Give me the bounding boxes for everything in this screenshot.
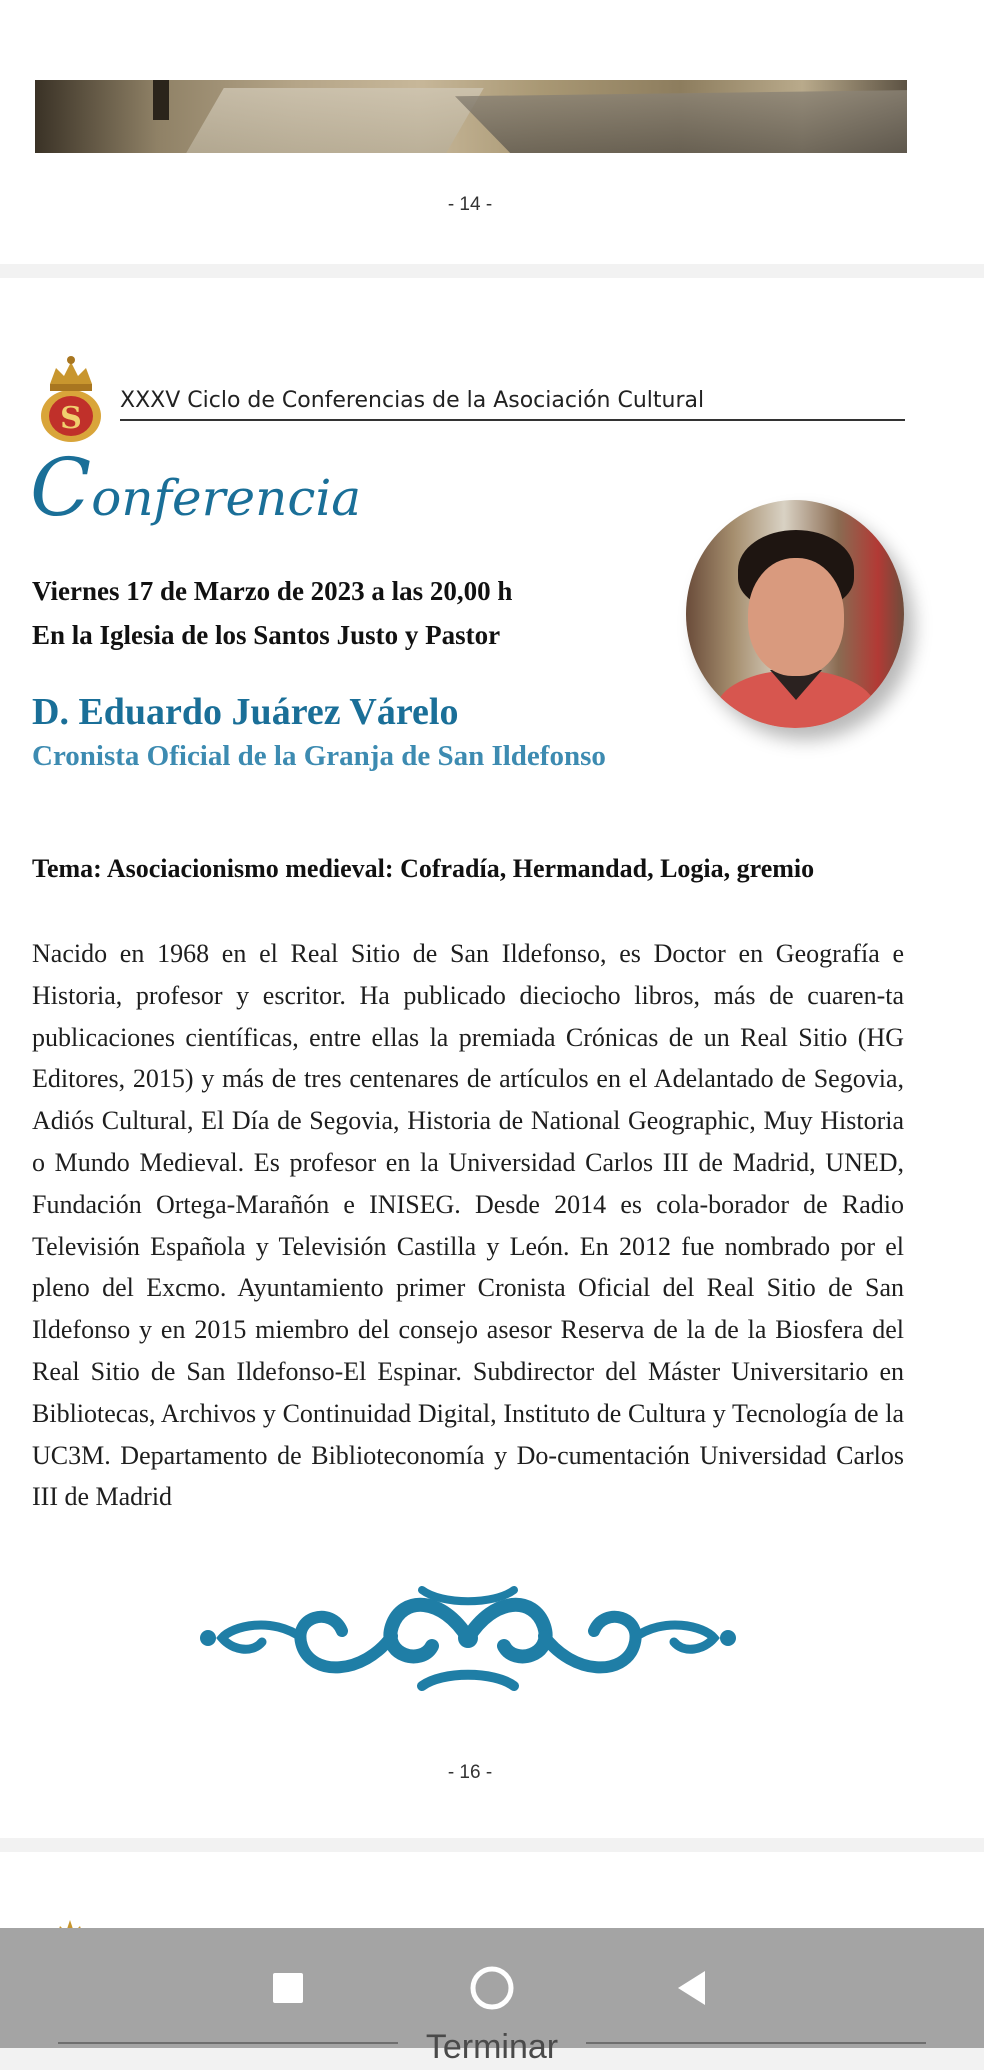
terminar-label: Terminar	[425, 2028, 559, 2066]
back-triangle-icon	[675, 1969, 709, 2007]
recent-apps-button[interactable]	[248, 1958, 328, 2018]
previous-page	[0, 0, 984, 264]
page-photo-fragment	[35, 80, 907, 153]
circle-icon	[468, 1964, 516, 2012]
document-page	[0, 278, 984, 1838]
title-initial: C	[30, 441, 92, 534]
title-rest: onferencia	[91, 469, 362, 527]
page-number: - 14 -	[447, 194, 493, 215]
page-number: - 16 -	[447, 1762, 493, 1783]
series-heading: XXXV Ciclo de Conferencias de la Asociación Cultural	[120, 388, 905, 421]
speaker-name: D. Eduardo Juárez Várelo	[32, 691, 459, 733]
association-crest-icon	[36, 354, 106, 444]
speaker-portrait	[686, 500, 904, 728]
svg-text:S: S	[60, 401, 82, 436]
talk-topic: Tema: Asociacionismo medieval: Cofradía, Hermandad, Logia, gremio	[32, 854, 815, 883]
speaker-role: Cronista Oficial de la Granja de San Ildefonso	[32, 740, 606, 772]
event-date: Viernes 17 de Marzo de 2023 a las 20,00 h	[32, 576, 513, 606]
square-icon	[271, 1971, 305, 2005]
home-button[interactable]	[452, 1958, 532, 2018]
event-place: En la Iglesia de los Santos Justo y Pastor	[32, 620, 501, 650]
back-button[interactable]	[652, 1958, 732, 2018]
decorative-flourish-icon	[192, 1576, 744, 1700]
conference-title	[30, 441, 362, 534]
speaker-biography: Nacido en 1968 en el Real Sitio de San Ildefonso, es Doctor en Geografía e Historia, profesor y escritor. Ha publicado dieciocho libros, más de cuaren-ta publicaciones científicas, entre ellas la premiada Crónicas de un Real Sitio (HG Editores, 2015) y más de tres centenares de artículos en el Adelantado de Segovia, Adiós Cultural, El Día de Segovia, Historia de National Geographic, Muy Historia o Mundo Medieval. Es profesor en la Universidad Carlos III de Madrid, UNED, Fundación Ortega-Marañón e INISEG. Desde 2014 es cola-borador de Radio Televisión Española y Televisión Castilla y León. En 2012 fue nombrado por el pleno del Excmo. Ayuntamiento primer Cronista Oficial del Real Sitio de San Ildefonso y en 2015 miembro del consejo asesor Reserva de la de la Biosfera del Real Sitio de San Ildefonso-El Espinar. Subdirector del Máster Universitario en Bibliotecas, Archivos y Continuidad Digital, Instituto de Cultura y Tecnología de la UC3M. Departamento de Biblioteconomía y Do-cumentación Universidad Carlos III de Madrid	[32, 939, 904, 1512]
terminar-footer	[0, 2030, 984, 2070]
system-navigation-bar	[0, 1928, 984, 2066]
